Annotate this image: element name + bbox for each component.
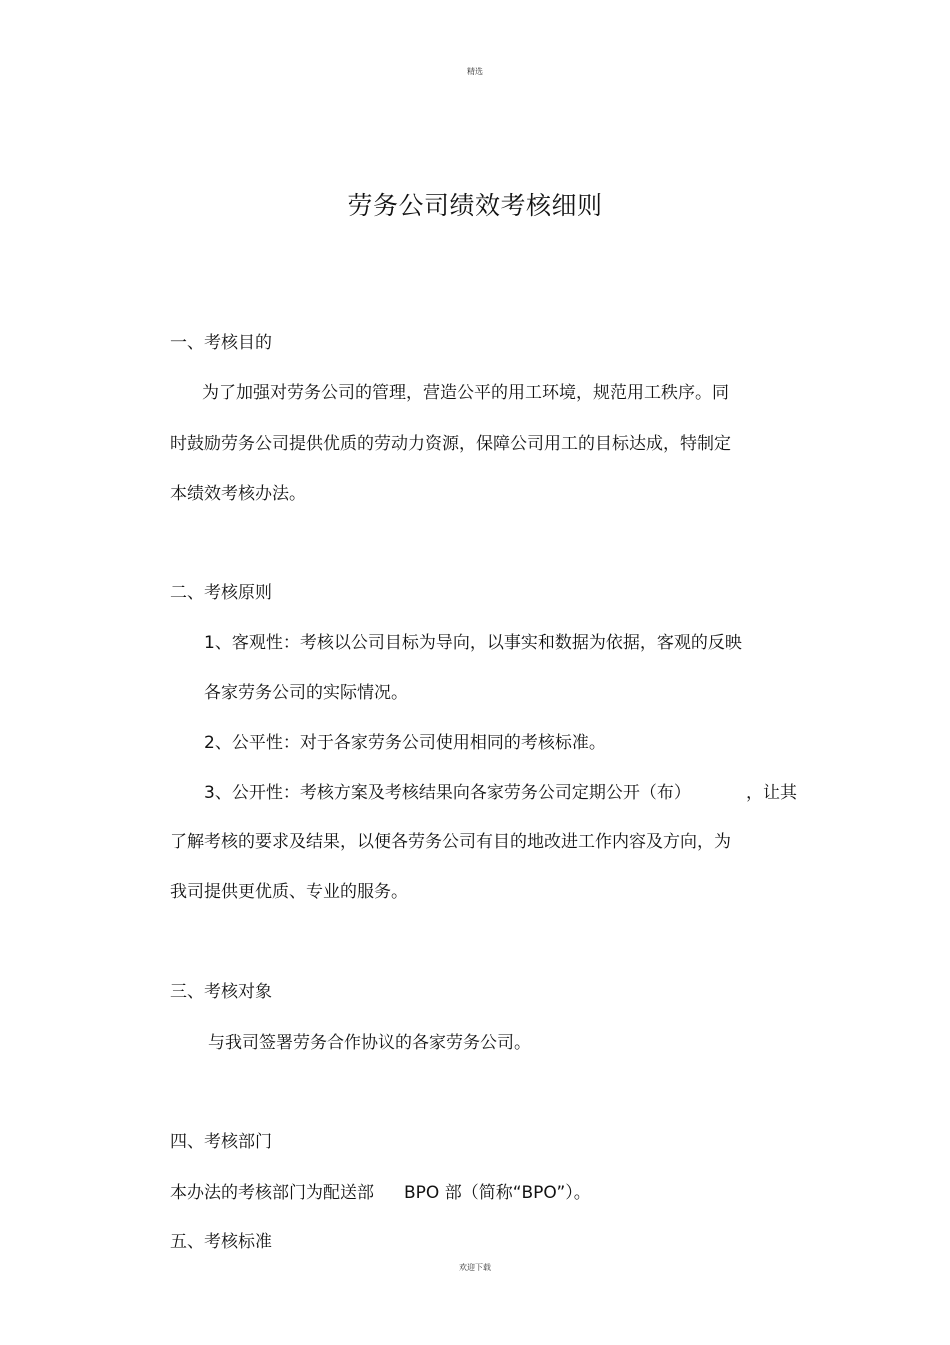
section-heading-purpose: 一、考核目的 <box>170 333 272 353</box>
paragraph-line: 了解考核的要求及结果，以便各劳务公司有目的地改进工作内容及方向，为 <box>170 832 731 852</box>
document-title: 劳务公司绩效考核细则 <box>347 191 603 220</box>
paragraph-line: 各家劳务公司的实际情况。 <box>204 683 408 703</box>
paragraph-line: 时鼓励劳务公司提供优质的劳动力资源，保障公司用工的目标达成，特制定 <box>170 434 731 454</box>
footer-watermark: 欢迎下载 <box>459 1263 491 1272</box>
section-heading-principles: 二、考核原则 <box>170 583 272 603</box>
paragraph-line: BPO 部（简称“BPO”）。 <box>404 1183 591 1203</box>
header-watermark: 精选 <box>467 67 483 76</box>
principle-item: 1、客观性：考核以公司目标为导向，以事实和数据为依据，客观的反映 <box>204 633 742 653</box>
paragraph-line: 与我司签署劳务合作协议的各家劳务公司。 <box>208 1033 531 1053</box>
paragraph-line: 本绩效考核办法。 <box>170 484 306 504</box>
paragraph-line: 本办法的考核部门为配送部 <box>170 1183 374 1203</box>
section-heading-standards: 五、考核标准 <box>170 1232 272 1252</box>
paragraph-line: 为了加强对劳务公司的管理，营造公平的用工环境，规范用工秩序。同 <box>202 383 729 403</box>
paragraph-line: 我司提供更优质、专业的服务。 <box>170 882 408 902</box>
section-heading-department: 四、考核部门 <box>170 1132 272 1152</box>
principle-item: 2、公平性：对于各家劳务公司使用相同的考核标准。 <box>204 733 606 753</box>
principle-item: 3、公开性：考核方案及考核结果向各家劳务公司定期公开（布） <box>204 783 691 803</box>
section-heading-targets: 三、考核对象 <box>170 982 272 1002</box>
paragraph-line: ，让其 <box>746 783 797 803</box>
